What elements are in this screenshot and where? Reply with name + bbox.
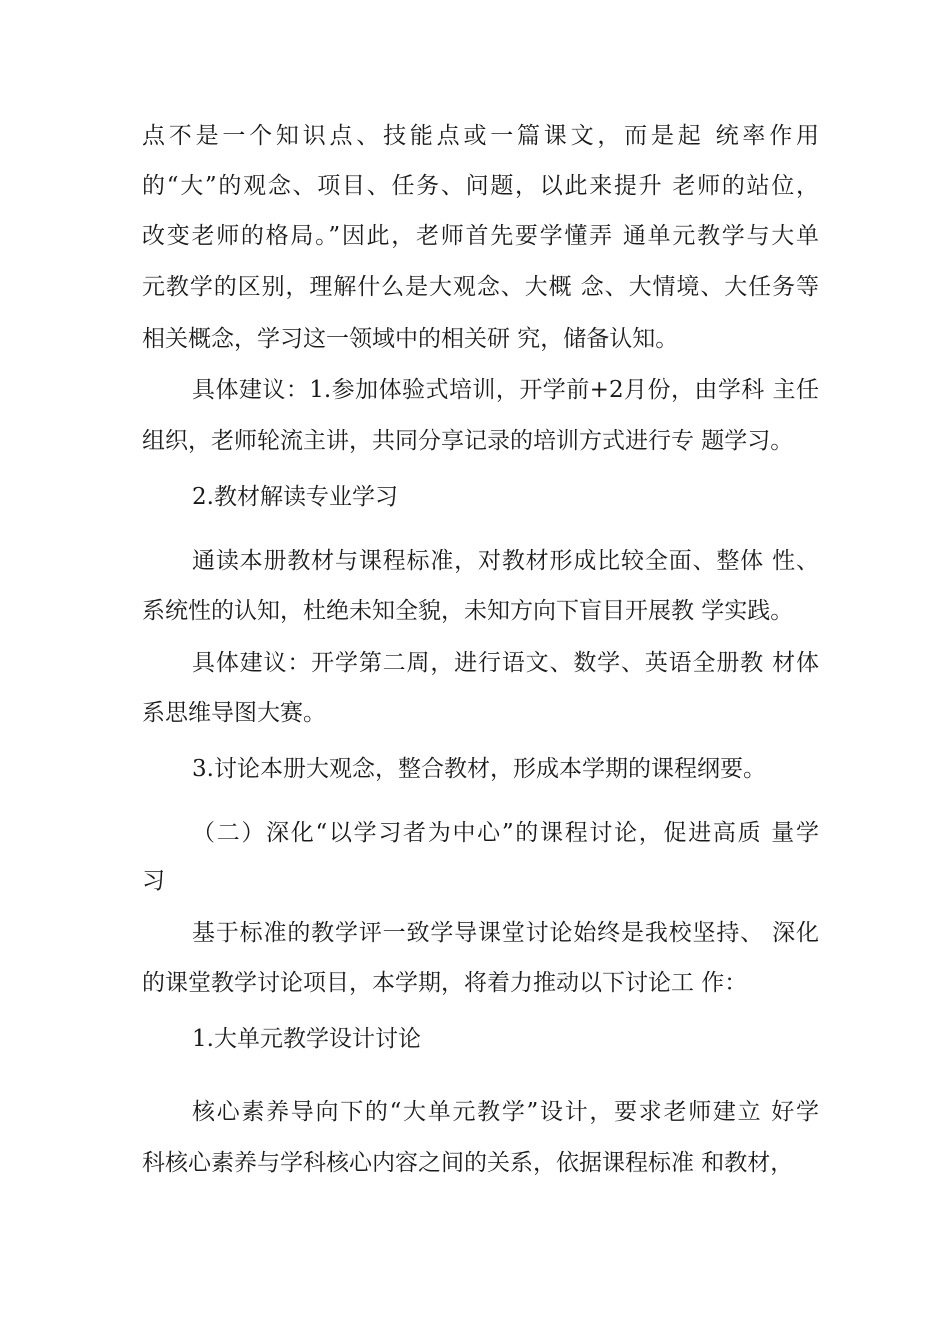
paragraph-line: 具体建议：开学第二周，进行语文、数学、英语全册教 材体 [192,650,819,676]
paragraph-line: 元教学的区别，理解什么是大观念、大概 念、大情境、大任务等 [142,274,819,300]
paragraph-line: 组织，老师轮流主讲，共同分享记录的培训方式进行专 题学习。 [142,428,794,454]
paragraph-line: 点不是一个知识点、技能点或一篇课文，而是起 统率作用 [142,123,819,149]
paragraph-line: 相关概念，学习这一领域中的相关研 究，储备认知。 [142,326,679,352]
paragraph-line: 科核心素养与学科核心内容之间的关系，依据课程标准 和教材， [142,1150,794,1176]
section-heading: 2.教材解读专业学习 [192,484,398,510]
paragraph-line: 3.讨论本册大观念，整合教材，形成本学期的课程纲要。 [192,756,766,782]
paragraph-line: 改变老师的格局。”因此，老师首先要学懂弄 通单元教学与大单 [142,223,819,249]
paragraph-line: 系思维导图大赛。 [142,700,326,726]
paragraph-line: 核心素养导向下的“大单元教学”设计，要求老师建立 好学 [192,1099,819,1125]
paragraph-line: 通读本册教材与课程标准，对教材形成比较全面、整体 性、 [192,548,819,574]
paragraph-line: 基于标准的教学评一致学导课堂讨论始终是我校坚持、 深化 [192,920,819,946]
paragraph-line: 的“大”的观念、项目、任务、问题，以此来提升 老师的站位， [142,173,819,199]
section-heading: 习 [142,868,165,894]
paragraph-line: 具体建议：1.参加体验式培训，开学前+2月份，由学科 主任 [192,377,819,403]
section-heading: （二）深化“以学习者为中心”的课程讨论，促进高质 量学 [192,820,819,846]
paragraph-line: 的课堂教学讨论项目，本学期，将着力推动以下讨论工 作： [142,970,748,996]
paragraph-line: 系统性的认知，杜绝未知全貌，未知方向下盲目开展教 学实践。 [142,598,794,624]
section-heading: 1.大单元教学设计讨论 [192,1026,421,1052]
